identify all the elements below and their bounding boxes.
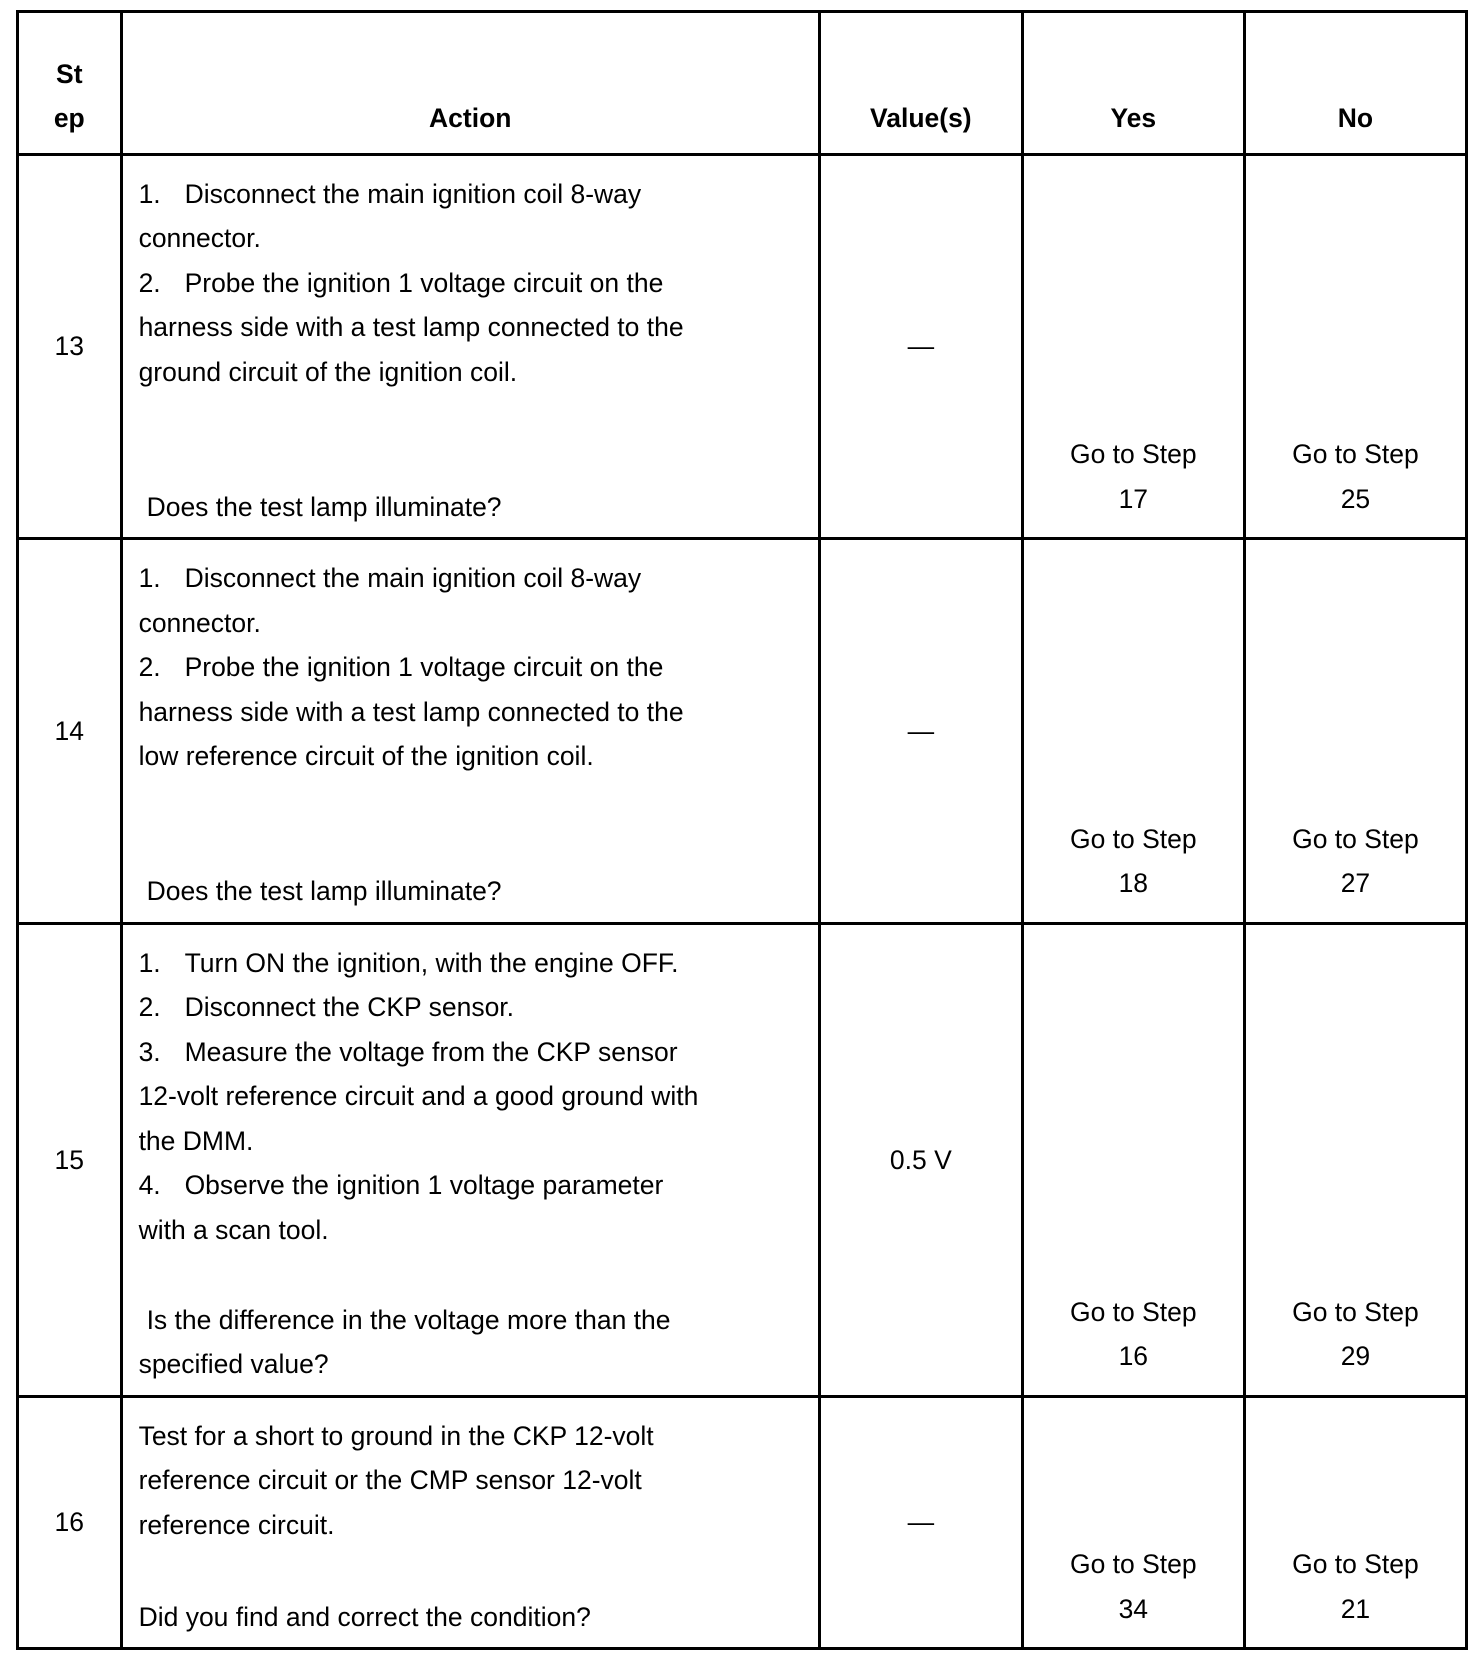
header-values: Value(s): [819, 12, 1022, 155]
step-number: 16: [18, 1396, 122, 1648]
action-cell: 1. Disconnect the main ignition coil 8-way connector. 2. Probe the ignition 1 voltage circuit on the harness side with a test lamp connected to the ground circuit of the ignition coil. Does the test lamp illuminate?: [121, 154, 819, 538]
action-item: 2. Disconnect the CKP sensor.: [138, 992, 515, 1023]
action-item: 2. Probe the ignition 1 voltage circuit on the: [138, 652, 664, 683]
question-text: Did you find and correct the condition?: [138, 1601, 591, 1632]
no-cell: Go to Step 27: [1244, 539, 1466, 923]
value-cell: —: [819, 539, 1022, 923]
diagnostic-table: [16, 10, 1468, 1650]
action-cell: Test for a short to ground in the CKP 12-volt reference circuit or the CMP sensor 12-volt reference circuit. Did you find and correct the condition?: [121, 1396, 819, 1648]
value-cell: —: [819, 1396, 1022, 1648]
yes-cell: Go to Step 16: [1022, 923, 1244, 1396]
action-item: 4. Observe the ignition 1 voltage parameter: [138, 1170, 664, 1201]
no-cell: Go to Step 25: [1244, 154, 1466, 538]
table-row: [18, 154, 1467, 538]
table-row: [18, 1396, 1467, 1648]
step-number: 14: [18, 539, 122, 923]
header-yes: Yes: [1022, 12, 1244, 155]
header-step: St ep: [18, 12, 122, 155]
yes-cell: Go to Step 17: [1022, 154, 1244, 538]
action-item: 1. Turn ON the ignition, with the engine OFF.: [138, 947, 679, 978]
action-item: 3. Measure the voltage from the CKP sensor: [138, 1036, 678, 1067]
question-text: Is the difference in the voltage more than the specified value?: [138, 1304, 671, 1380]
no-cell: Go to Step 29: [1244, 923, 1466, 1396]
value-cell: —: [819, 154, 1022, 538]
step-number: 13: [18, 154, 122, 538]
value-cell: 0.5 V: [819, 923, 1022, 1396]
header-action: Action: [121, 12, 819, 155]
yes-cell: Go to Step 34: [1022, 1396, 1244, 1648]
yes-cell: Go to Step 18: [1022, 539, 1244, 923]
action-item: 1. Disconnect the main ignition coil 8-way: [138, 178, 642, 209]
table-row: [18, 539, 1467, 923]
action-cell: 1. Disconnect the main ignition coil 8-way connector. 2. Probe the ignition 1 voltage circuit on the harness side with a test lamp connected to the low reference circuit of the ignition coil. Does the test lamp illuminate?: [121, 539, 819, 923]
table-row: [18, 923, 1467, 1396]
step-number: 15: [18, 923, 122, 1396]
header-row: [18, 12, 1467, 155]
header-no: No: [1244, 12, 1466, 155]
action-cell: 1. Turn ON the ignition, with the engine OFF. 2. Disconnect the CKP sensor. 3. Measure the voltage from the CKP sensor 12-volt reference circuit and a good ground with the DMM. 4. Observe the ignition 1 voltage parameter with a scan tool. Is the difference in the voltage more than the specified value?: [121, 923, 819, 1396]
action-item: 2. Probe the ignition 1 voltage circuit on the: [138, 267, 664, 298]
no-cell: Go to Step 21: [1244, 1396, 1466, 1648]
action-item: 1. Disconnect the main ignition coil 8-way: [138, 563, 642, 594]
question-text: Does the test lamp illuminate?: [146, 876, 502, 907]
question-text: Does the test lamp illuminate?: [146, 491, 502, 522]
